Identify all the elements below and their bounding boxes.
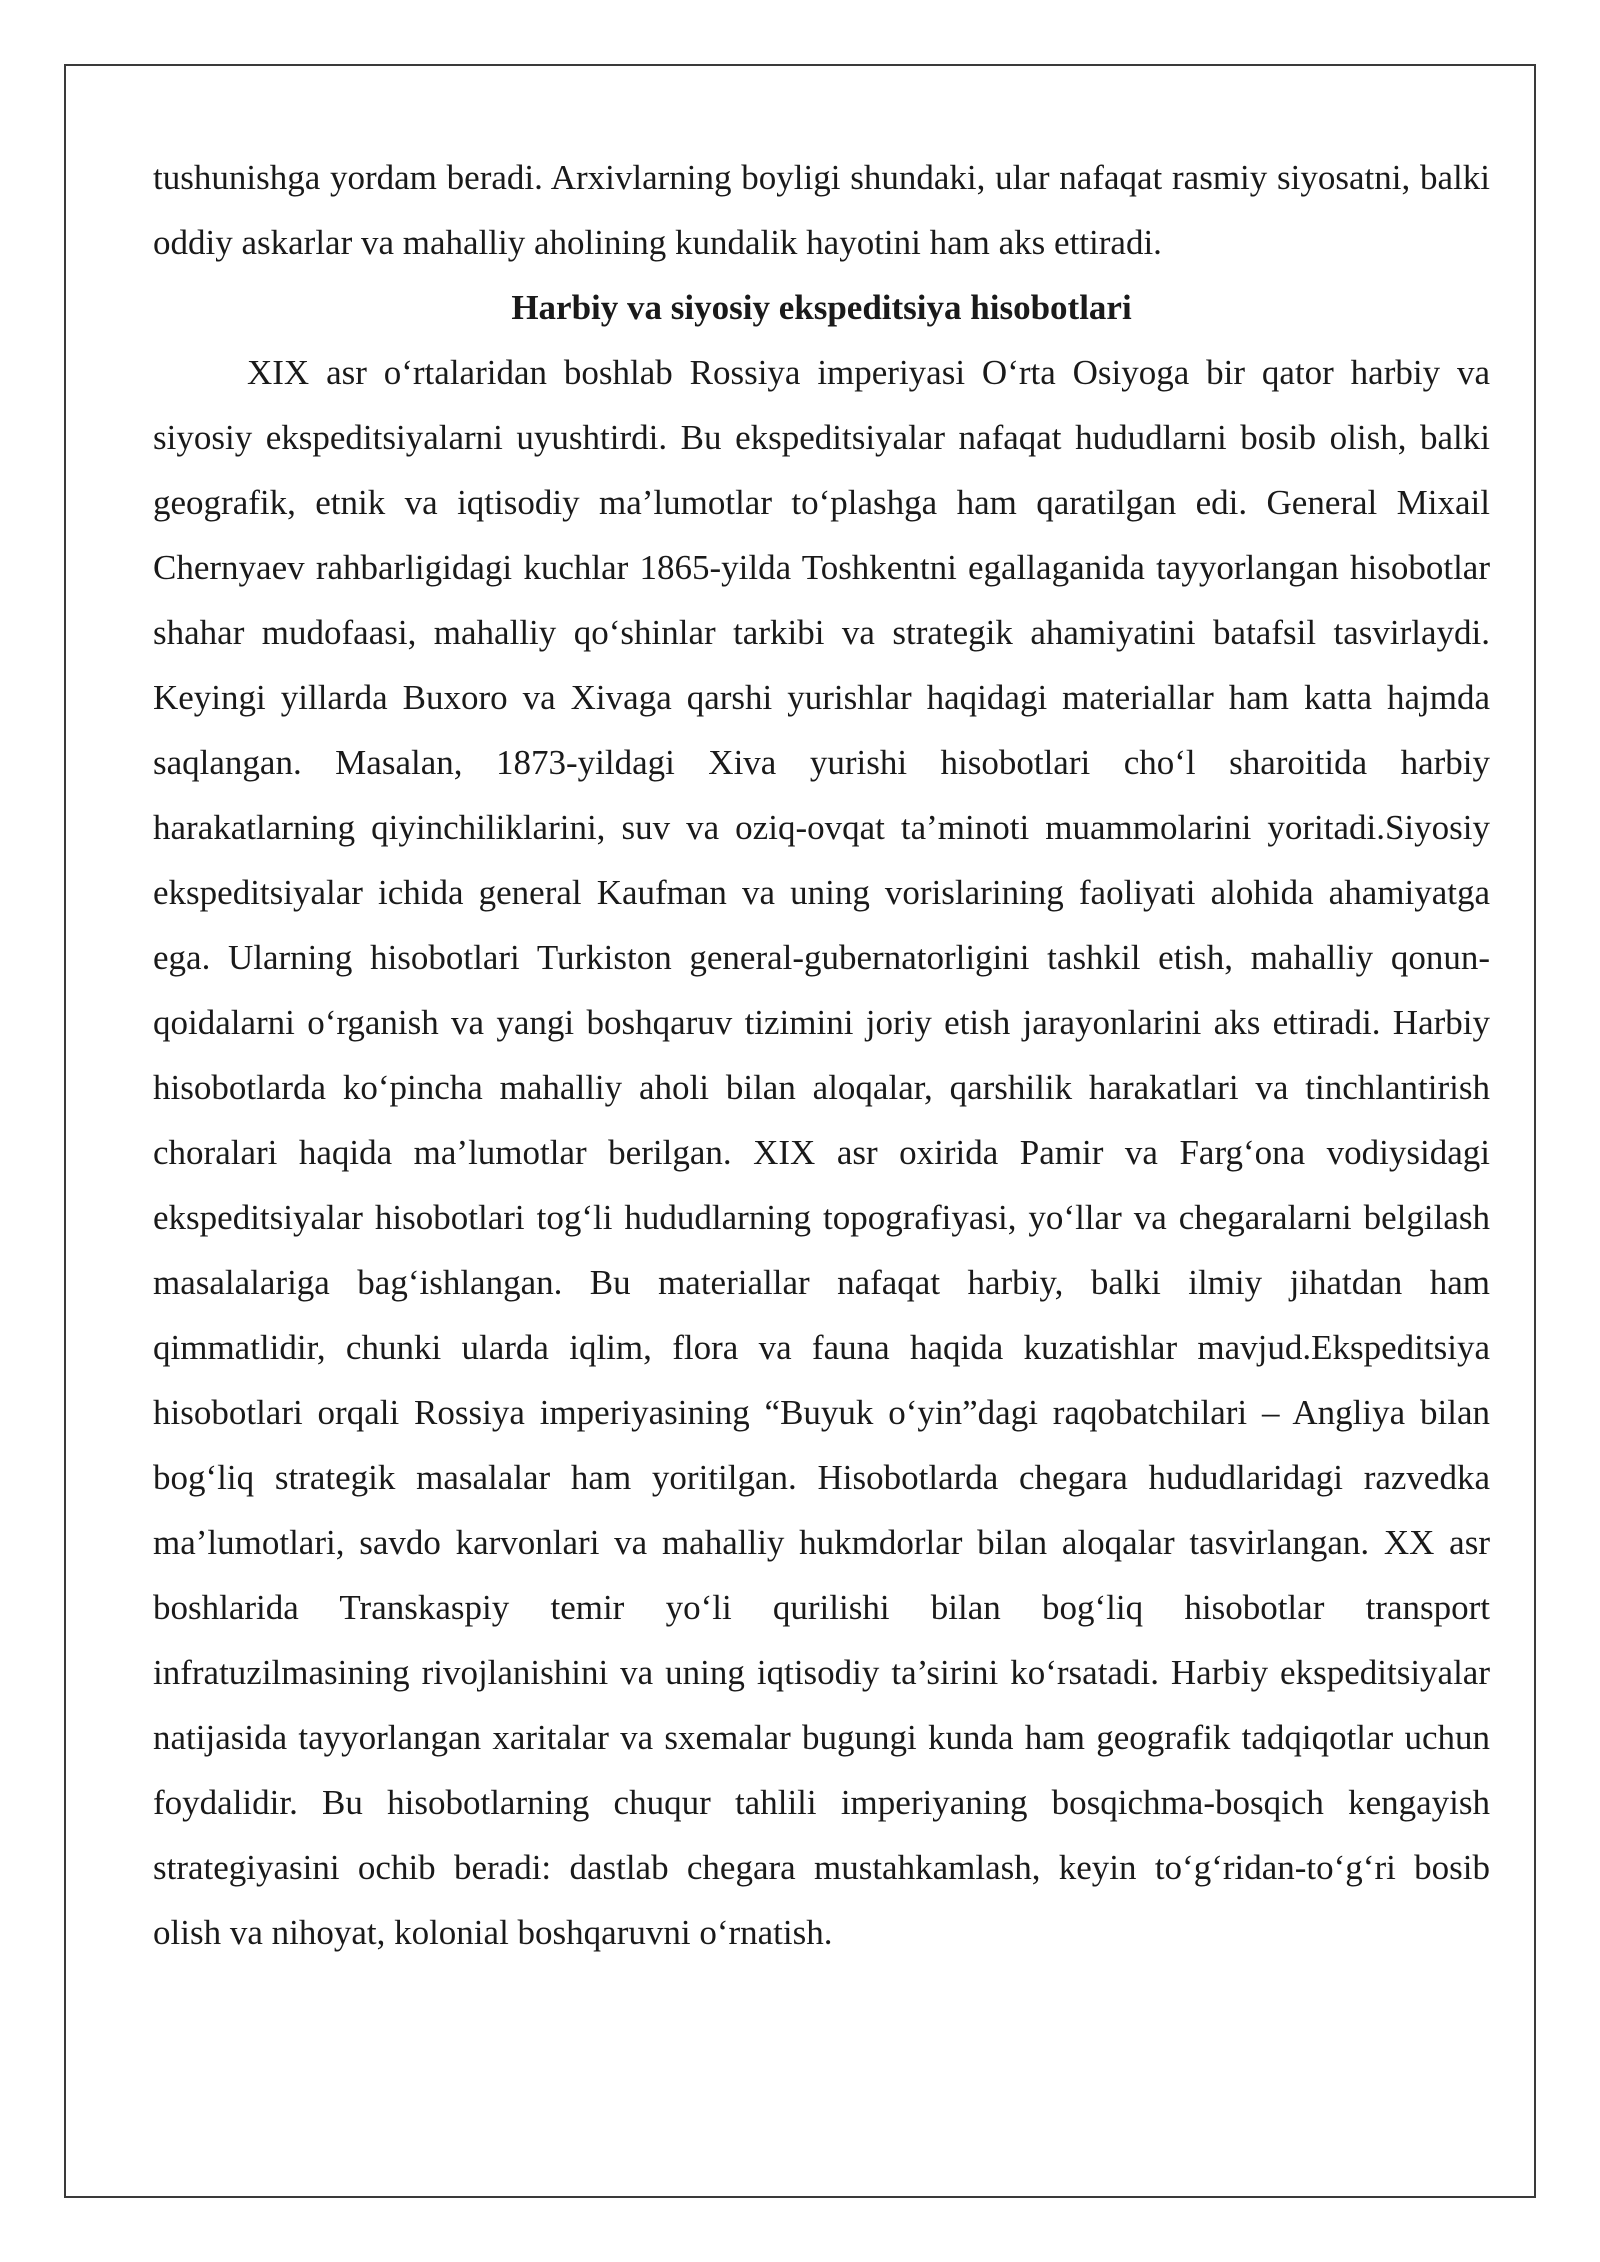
document-body — [153, 145, 1490, 1965]
section-heading: Harbiy va siyosiy ekspeditsiya hisobotlari — [511, 288, 1132, 327]
body-paragraph: XIX asr o‘rtalaridan boshlab Rossiya imperiyasi O‘rta Osiyoga bir qator harbiy va siyosiy ekspeditsiyalarni uyushtirdi. Bu ekspeditsiyalar nafaqat hududlarni bosib olish, balki geografik, etnik va iqtisodiy ma’lumotlar to‘plashga ham qaratilgan edi. General Mixail Chernyaev rahbarligidagi kuchlar 1865-yilda Toshkentni egallaganida tayyorlangan hisobotlar shahar mudofaasi, mahalliy qo‘shinlar tarkibi va strategik ahamiyatini batafsil tasvirlaydi. Keyingi yillarda Buxoro va Xivaga qarshi yurishlar haqidagi materiallar ham katta hajmda saqlangan. Masalan, 1873-yildagi Xiva yurishi hisobotlari cho‘l sharoitida harbiy harakatlarning qiyinchiliklarini, suv va oziq-ovqat ta’minoti muammolarini yoritadi.Siyosiy ekspeditsiyalar ichida general Kaufman va uning vorislarining faoliyati alohida ahamiyatga ega. Ularning hisobotlari Turkiston general-gubernatorligini tashkil etish, mahalliy qonun-qoidalarni o‘rganish va yangi boshqaruv tizimini joriy etish jarayonlarini aks ettiradi. Harbiy hisobotlarda ko‘pincha mahalliy aholi bilan aloqalar, qarshilik harakatlari va tinchlantirish choralari haqida ma’lumotlar berilgan. XIX asr oxirida Pamir va Farg‘ona vodiysidagi ekspeditsiyalar hisobotlari tog‘li hududlarning topografiyasi, yo‘llar va chegaralarni belgilash masalalariga bag‘ishlangan. Bu materiallar nafaqat harbiy, balki ilmiy jihatdan ham qimmatlidir, chunki ularda iqlim, flora va fauna haqida kuzatishlar mavjud.Ekspeditsiya hisobotlari orqali Rossiya imperiyasining “Buyuk o‘yin”dagi raqobatchilari – Angliya bilan bog‘liq strategik masalalar ham yoritilgan. Hisobotlarda chegara hududlaridagi razvedka ma’lumotlari, savdo karvonlari va mahalliy hukmdorlar bilan aloqalar tasvirlangan. XX asr boshlarida Transkaspiy temir yo‘li qurilishi bilan bog‘liq hisobotlar transport infratuzilmasining rivojlanishini va uning iqtisodiy ta’sirini ko‘rsatadi. Harbiy ekspeditsiyalar natijasida tayyorlangan xaritalar va sxemalar bugungi kunda ham geografik tadqiqotlar uchun foydalidir. Bu hisobotlarning chuqur tahlili imperiyaning bosqichma-bosqich kengayish strategiyasini ochib beradi: dastlab chegara mustahkamlash, keyin to‘g‘ridan-to‘g‘ri bosib olish va nihoyat, kolonial boshqaruvni o‘rnatish. — [153, 353, 1490, 1952]
continuation-paragraph: tushunishga yordam beradi. Arxivlarning boyligi shundaki, ular nafaqat rasmiy siyosatni, balki oddiy askarlar va mahalliy aholining kundalik hayotini ham aks ettiradi. — [153, 158, 1490, 262]
